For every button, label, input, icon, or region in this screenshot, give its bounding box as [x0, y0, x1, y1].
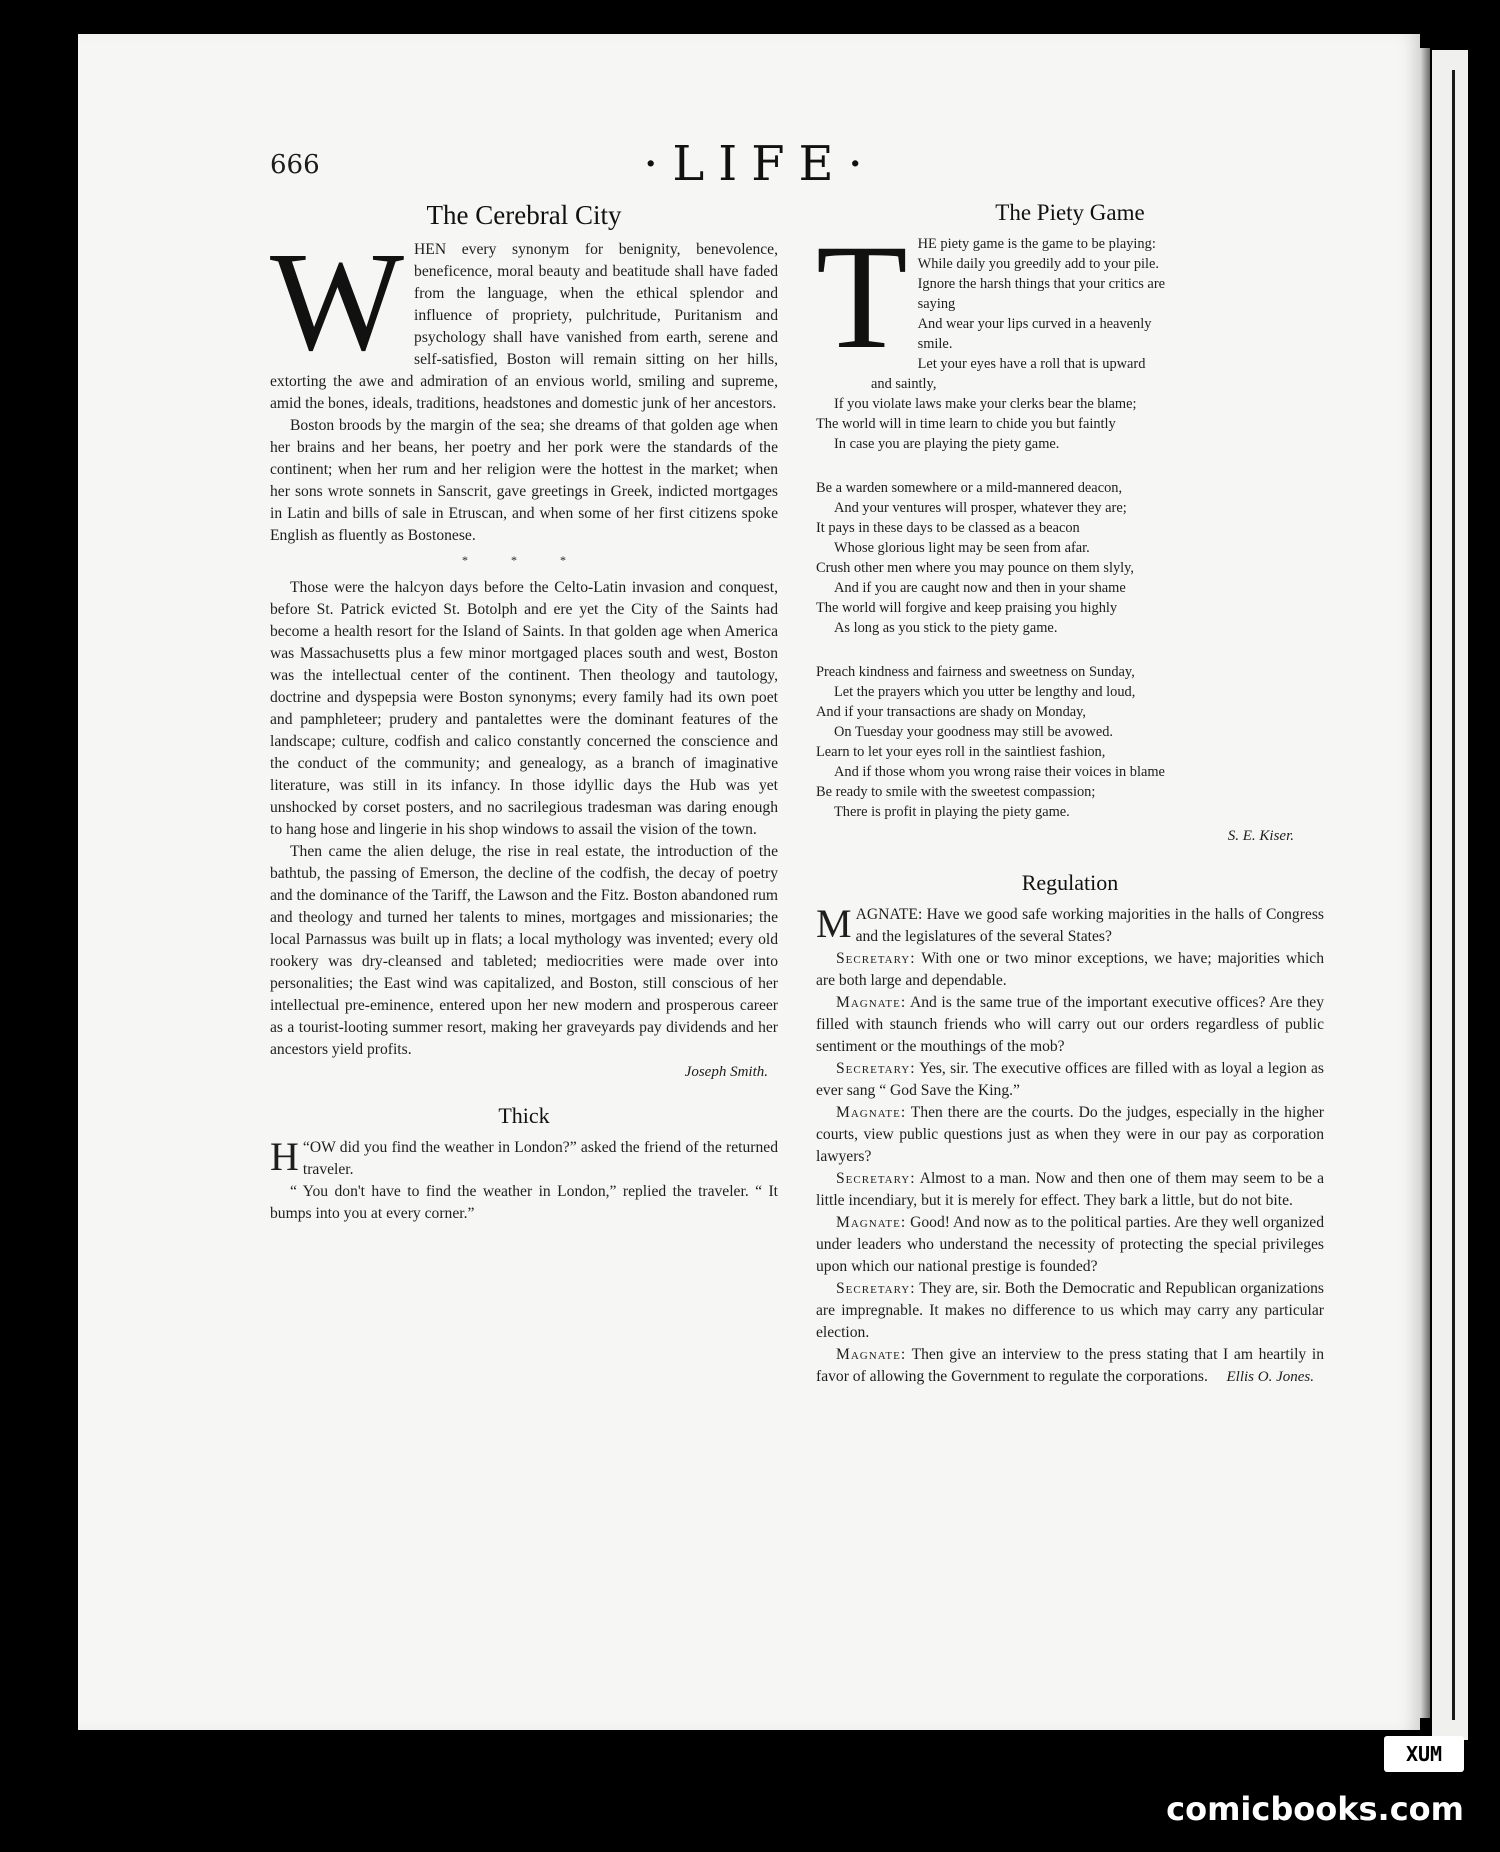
- piety-game-title: The Piety Game: [995, 200, 1145, 225]
- poem-stanza-3: [816, 662, 1324, 822]
- piety-signature: S. E. Kiser.: [1227, 828, 1294, 844]
- poem-line: And wear your lips curved in a heavenly: [917, 316, 1152, 332]
- poem-line: The world will in time learn to chide you but faintly: [816, 416, 1116, 432]
- regulation-paragraph-8: Secretary: They are, sir. Both the Democratic and Republican organizations are impregnable. It makes no difference to us which may carry any particular election.: [816, 1280, 1324, 1341]
- regulation-paragraph-7: Magnate: Good! And now as to the political parties. Are they well organized under leaders who understand the necessity of protecting the special privileges upon which our national prestige is founded?: [816, 1214, 1324, 1275]
- piety-game-poem: [816, 214, 1324, 846]
- poem-line: And if your transactions are shady on Monday,: [816, 704, 1087, 720]
- poem-line: On Tuesday your goodness may still be avowed.: [834, 724, 1114, 740]
- regulation-paragraph-5: Magnate: Then there are the courts. Do the judges, especially in the higher courts, view public questions just as when they were in our pay as corporation lawyers?: [816, 1104, 1324, 1165]
- cerebral-city-article: [270, 222, 778, 1083]
- poem-line: smile.: [917, 336, 953, 352]
- poem-stanza-1: [816, 214, 1324, 454]
- poem-line: Whose glorious light may be seen from afar.: [834, 540, 1090, 556]
- regulation-paragraph-2: Secretary: With one or two minor exceptions, we have; majorities which are both large and dependable.: [816, 950, 1324, 989]
- regulation-title: Regulation: [1021, 870, 1119, 895]
- poem-line: Ignore the harsh things that your critics are: [917, 276, 1166, 292]
- page-gutter-shadow: [1420, 48, 1430, 1718]
- poem-line: If you violate laws make your clerks bear the blame;: [834, 396, 1137, 412]
- cerebral-city-title: The Cerebral City: [426, 200, 622, 230]
- page-number: 666: [270, 150, 320, 180]
- xum-badge: XUM: [1384, 1736, 1464, 1772]
- poem-line: In case you are playing the piety game.: [834, 436, 1060, 452]
- facing-page-rule: [1452, 70, 1455, 1720]
- regulation-article: [816, 901, 1324, 1388]
- poem-line: It pays in these days to be classed as a beacon: [816, 520, 1080, 536]
- poem-line: There is profit in playing the piety game.: [834, 804, 1070, 820]
- regulation-paragraph-3: Magnate: And is the same true of the important executive offices? Are they filled with staunch friends who will carry out our orders regardless of public sentiment or the mouthings of the mob?: [816, 994, 1324, 1055]
- cerebral-paragraph-3: Those were the halcyon days before the Celto-Latin invasion and conquest, before St. Patrick evicted St. Botolph and ere yet the City of the Saints had become a health resort for the Island of Saints. In that golden age when America was Massachusetts plus a few minor mortgaged places south and west, Boston was the intellectual center of the continent. Then theology and tautology, doctrine and dyspepsia were Boston synonyms; every family had its own poet and pamphleteer; prudery and pantalettes were the dominant features of the landscape; culture, codfish and calico constantly concerned the conscience and the conduct of the community; and genealogy, as a branch of imaginative literature, was still in its infancy. In those idyllic days the Hub was yet unshocked by corset posters, and no sacrilegious tradesman was daring enough to hang hose and lingerie in his shop windows to assail the vision of the town.: [270, 579, 778, 838]
- poem-line: saying: [917, 296, 956, 312]
- poem-line: As long as you stick to the piety game.: [834, 620, 1058, 636]
- poem-line: While daily you greedily add to your pile.: [917, 256, 1160, 272]
- regulation-paragraph-9: Magnate: Then give an interview to the press stating that I am heartily in favor of allowing the Government to regulate the corporations.: [816, 1346, 1324, 1385]
- masthead-life: ·LIFE·: [643, 136, 877, 192]
- right-column: [816, 200, 1324, 1388]
- thick-paragraph-1: “ H OW did you find the weather in London?” asked the friend of the returned traveler.: [270, 1134, 778, 1179]
- poem-line: The world will forgive and keep praising you highly: [816, 600, 1118, 616]
- poem-line: And your ventures will prosper, whatever they are;: [834, 500, 1127, 516]
- poem-line: Learn to let your eyes roll in the saintliest fashion,: [816, 744, 1106, 760]
- regulation-paragraph-1: MAGNATE: Have we good safe working majorities in the halls of Congress and the legislatures of the several States?: [816, 901, 1324, 946]
- section-break-stars: * * *: [462, 553, 586, 567]
- poem-line: Be a warden somewhere or a mild-mannered deacon,: [816, 480, 1123, 496]
- poem-line: Be ready to smile with the sweetest compassion;: [816, 784, 1096, 800]
- cerebral-paragraph-4: Then came the alien deluge, the rise in real estate, the introduction of the bathtub, the passing of Emerson, the decline of the codfish, the decay of poetry and the dominance of the Tariff, the Lawson and the Fitz. Boston abandoned rum and theology and turned her talents to mines, mortgages and missionaries; the local Parnassus was built up in flats; a local mythology was invented; every old rookery was dry-cleansed and tableted; mediocrities were made over into personalities; the East wind was capitalized, and Boston, still conscious of her intellectual pre-eminence, entered upon her new modern and prosperous career as a tourist-looting summer resort, making her graveyards pay dividends and her ancestors yield profits.: [270, 843, 778, 1058]
- poem-stanza-2: [816, 478, 1324, 638]
- thick-title: Thick: [498, 1103, 550, 1128]
- thick-paragraph-2: “ You don't have to find the weather in London,” replied the traveler. “ It bumps into you at every corner.”: [270, 1183, 778, 1222]
- poem-line: And if those whom you wrong raise their voices in blame: [834, 764, 1165, 780]
- poem-line: Preach kindness and fairness and sweetness on Sunday,: [816, 664, 1135, 680]
- facing-page-edge: [1432, 50, 1468, 1740]
- poem-line: Let your eyes have a roll that is upward: [917, 356, 1146, 372]
- cerebral-paragraph-1: WHEN every synonym for benignity, benevolence, beneficence, moral beauty and beatitude shall have faded from the language, when the ethical splendor and influence of propriety, pulchritude, Puritanism and psychology shall have vanished from earth, serene and self-satisfied, Boston will remain sitting on her hills, extorting the awe and admiration of an envious world, smiling and supreme, amid the bones, ideals, traditions, headstones and domestic junk of her ancestors.: [270, 222, 778, 412]
- site-watermark: comicbooks.com: [1166, 1790, 1464, 1828]
- regulation-paragraph-4: Secretary: Yes, sir. The executive offices are filled with as loyal a legion as ever sang “ God Save the King.”: [816, 1060, 1324, 1099]
- dropcap-t: T: [816, 214, 908, 380]
- left-column: [270, 200, 778, 1225]
- cerebral-signature: Joseph Smith.: [684, 1064, 768, 1080]
- cerebral-paragraph-2: Boston broods by the margin of the sea; she dreams of that golden age when her brains and her beans, her poetry and her pork were the standards of the continent; when her rum and her religion were the hottest in the market; when her sons wrote sonnets in Sanscrit, gave greetings in Greek, indicted mortgages in Latin and bills of sale in Etruscan, and when some of her first citizens spoke English as fluently as Bostonese.: [270, 417, 778, 544]
- dropcap-m: M: [816, 901, 852, 946]
- dropcap-h: H: [270, 1134, 299, 1179]
- poem-line: Let the prayers which you utter be lengthy and loud,: [834, 684, 1136, 700]
- poem-line: and saintly,: [871, 376, 937, 392]
- poem-line: HE piety game is the game to be playing:: [917, 236, 1156, 252]
- regulation-paragraph-6: Secretary: Almost to a man. Now and then one of them may seem to be a little incendiary, but it is merely for effect. They bark a little, but do not bite.: [816, 1170, 1324, 1209]
- poem-line: Crush other men where you may pounce on them slyly,: [816, 560, 1134, 576]
- thick-article: [270, 1134, 778, 1225]
- regulation-signature: Ellis O. Jones.: [1226, 1369, 1314, 1385]
- poem-line: And if you are caught now and then in your shame: [834, 580, 1126, 596]
- dropcap-w: W: [270, 222, 405, 380]
